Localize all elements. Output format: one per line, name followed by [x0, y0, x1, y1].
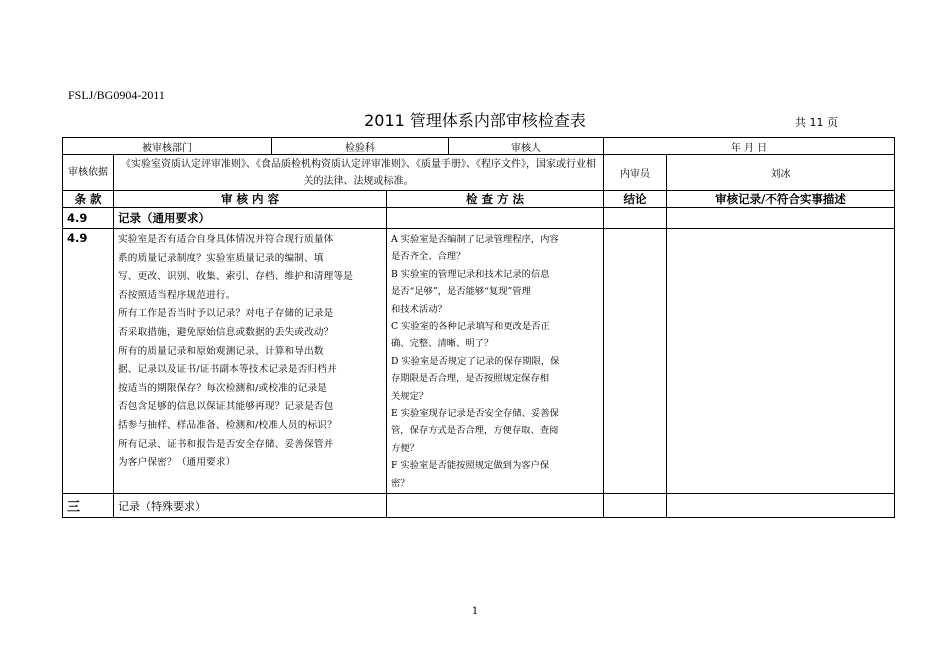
conclusion-cell — [604, 229, 667, 494]
content-line: 所有记录、证书和报告是否安全存储、妥善保管并 — [118, 438, 334, 450]
content-line: 按适当的期限保存？每次检测和/或校准的记录是 — [118, 382, 328, 394]
table-row — [63, 494, 895, 518]
method-line: B 实验室的管理记录和技术记录的信息 — [391, 268, 550, 280]
basis-label: 审核依据 — [63, 155, 114, 191]
internal-auditor-label: 内审员 — [604, 155, 667, 191]
meta-row-basis — [63, 155, 895, 191]
method-line: 管，保存方式是否合理，方便存取、查阅 — [391, 425, 559, 437]
method-line: 和技术活动？ — [391, 303, 447, 315]
audited-dept-label: 被审核部门 — [63, 138, 272, 155]
header-conclusion: 结论 — [604, 191, 667, 208]
content-line: 为客户保密？（通用要求） — [118, 457, 236, 469]
content-line: 写、更改、识别、收集、索引、存档、维护和清理等是 — [118, 271, 354, 283]
method-cell — [387, 494, 604, 518]
method-cell — [387, 208, 604, 229]
basis-text: 《实验室资质认定评审准则》、《食品质检机构资质认定评审准则》、《质量手册》、《程序文件》，国家或行业相关的法律、法规或标准。 — [114, 155, 604, 191]
clause-cell: 4.9 — [63, 229, 114, 494]
content-cell — [114, 229, 387, 494]
method-line: E 实验室现存记录是否安全存储、妥善保 — [391, 408, 559, 420]
method-line: A 实验室是否编制了记录管理程序，内容 — [391, 234, 559, 245]
method-line: F 实验室是否能按照规定做到为客户保 — [391, 460, 550, 472]
conclusion-cell — [604, 494, 667, 518]
content-line: 否按照适当程序规范进行。 — [118, 289, 236, 301]
header-clause: 条 款 — [63, 191, 114, 208]
method-line: D 实验室是否规定了记录的保存期限，保 — [391, 355, 560, 367]
method-line: 是否“足够”，是否能够“复现”管理 — [391, 286, 531, 298]
page-title: 2011 管理体系内部审核检查表 — [364, 111, 586, 130]
method-line: 存期限是否合理，是否按照规定保存相 — [391, 373, 550, 385]
record-cell — [667, 229, 895, 494]
document-number: FSLJ/BG0904-2011 — [68, 88, 165, 102]
table-row — [63, 208, 895, 229]
content-line: 系的质量记录制度？实验室质量记录的编制、填 — [118, 252, 324, 264]
content-line: 据、记录以及证书/证书副本等技术记录是否归档并 — [118, 364, 337, 376]
method-line: 确、完整、清晰、明了？ — [391, 338, 494, 350]
content-cell: 记录（通用要求） — [114, 208, 387, 229]
clause-cell: 三 — [63, 494, 114, 518]
content-line: 否包含足够的信息以保证其能够再现？记录是否包 — [118, 401, 334, 413]
method-line: 方便？ — [391, 442, 419, 454]
record-cell — [667, 494, 895, 518]
content-line: 所有的质量记录和原始观测记录、计算和导出数 — [118, 345, 324, 357]
content-line: 实验室是否有适合自身具体情况并符合现行质量体 — [118, 234, 334, 245]
content-cell: 记录（特殊要求） — [114, 494, 387, 518]
conclusion-cell — [604, 208, 667, 229]
table-row — [63, 229, 895, 494]
column-header-row — [63, 191, 895, 208]
header-content: 审 核 内 容 — [114, 191, 387, 208]
audited-dept-value: 检验科 — [272, 138, 449, 155]
content-line: 否采取措施，避免原始信息或数据的丢失或改动？ — [118, 326, 334, 338]
content-line: 括参与抽样、样品准备、检测和/校准人员的标识？ — [118, 419, 337, 431]
meta-row-department — [63, 138, 895, 155]
method-cell — [387, 229, 604, 494]
date-field: 年 月 日 — [604, 138, 895, 155]
total-pages: 共 11 页 — [795, 116, 838, 129]
page-number: 1 — [471, 606, 479, 617]
audit-checklist-table — [62, 137, 895, 518]
auditor-label: 审核人 — [449, 138, 604, 155]
header-method: 检 查 方 法 — [387, 191, 604, 208]
content-line: 所有工作是否当时予以记录？对电子存储的记录是 — [118, 308, 334, 320]
method-line: 关规定？ — [391, 390, 429, 402]
method-line: 是否齐全、合理？ — [391, 251, 466, 263]
method-line: 密？ — [391, 477, 410, 489]
internal-auditor-value: 刘冰 — [667, 155, 895, 191]
record-cell — [667, 208, 895, 229]
header-record: 审核记录/不符合实事描述 — [667, 191, 895, 208]
clause-cell: 4.9 — [63, 208, 114, 229]
method-line: C 实验室的各种记录填写和更改是否正 — [391, 321, 550, 333]
